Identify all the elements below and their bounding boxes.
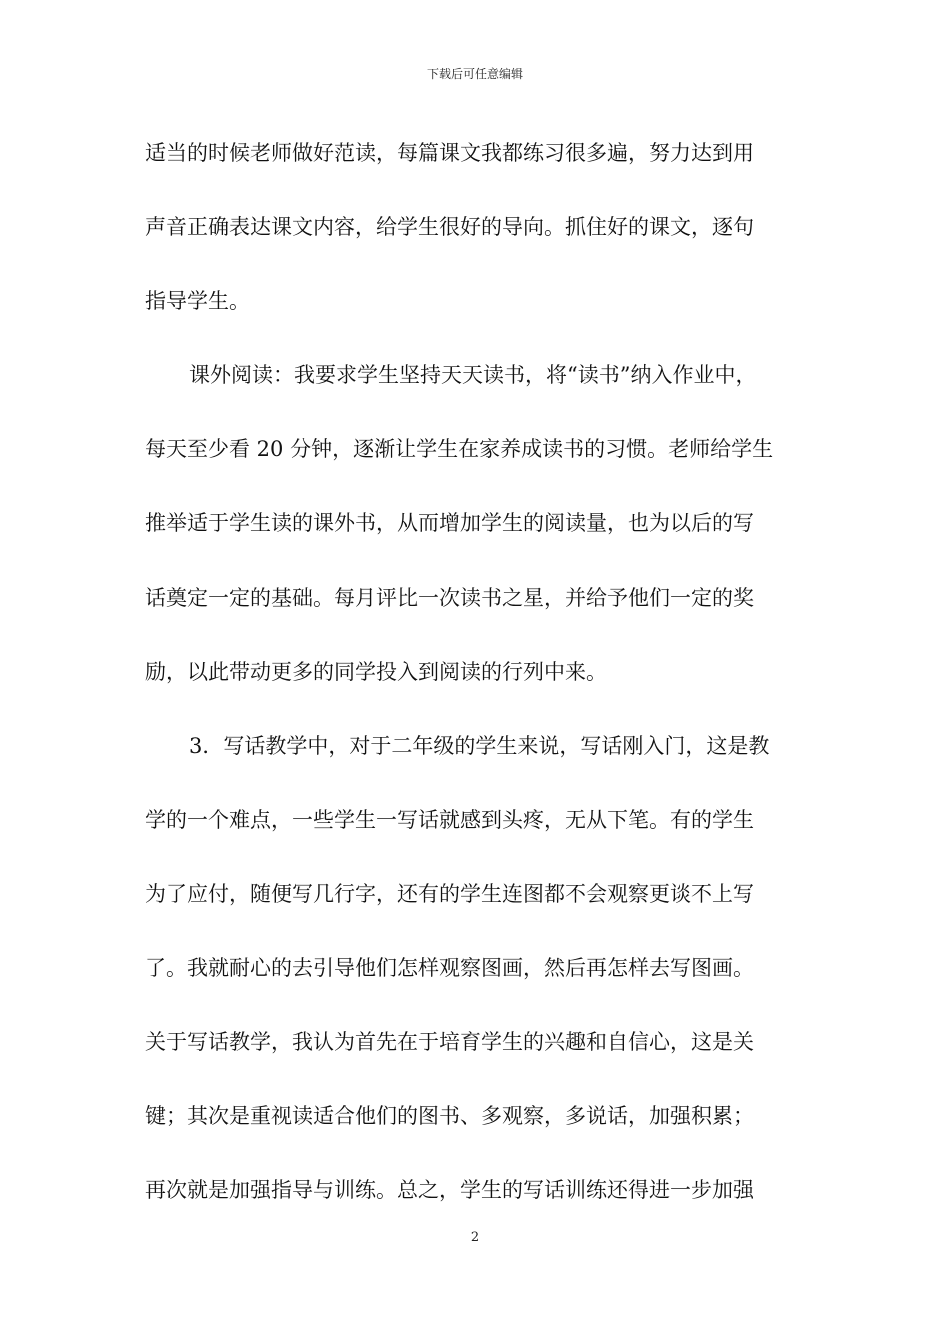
text-line: 话奠定一定的基础。每月评比一次读书之星，并给予他们一定的奖: [145, 585, 754, 610]
page-header: 下载后可任意编辑: [426, 67, 523, 81]
text-line: 关于写话教学，我认为首先在于培育学生的兴趣和自信心，这是关: [145, 1030, 754, 1055]
text-line: 了。我就耐心的去引导他们怎样观察图画，然后再怎样去写图画。: [145, 956, 754, 981]
document-body: [145, 130, 810, 1241]
paragraph-start-line: 课外阅读：我要求学生坚持天天读书，将“读书”纳入作业中，: [189, 363, 757, 388]
text-line: 适当的时候老师做好范读，每篇课文我都练习很多遍，努力达到用: [145, 141, 754, 165]
text-line: 学的一个难点，一些学生一写话就感到头疼，无从下笔。有的学生: [145, 807, 754, 832]
text-line: 为了应付，随便写几行字，还有的学生连图都不会观察更谈不上写: [145, 881, 754, 906]
page-number: 2: [470, 1230, 480, 1245]
text-line: 每天至少看 20 分钟，逐渐让学生在家养成读书的习惯。老师给学生: [145, 437, 774, 462]
text-line: 励，以此带动更多的同学投入到阅读的行列中来。: [145, 659, 607, 684]
text-line: 键；其次是重视读适合他们的图书、多观察，多说话，加强积累；: [145, 1104, 754, 1129]
text-line: 声音正确表达课文内容，给学生很好的导向。抓住好的课文，逐句: [145, 215, 754, 240]
text-line: 推举适于学生读的课外书，从而增加学生的阅读量，也为以后的写: [145, 511, 754, 536]
text-line: 再次就是加强指导与训练。总之，学生的写话训练还得进一步加强: [145, 1178, 754, 1203]
paragraph-start-line: 3．写话教学中，对于二年级的学生来说，写话刚入门，这是教: [189, 733, 770, 758]
text-line: 指导学生。: [145, 289, 250, 314]
